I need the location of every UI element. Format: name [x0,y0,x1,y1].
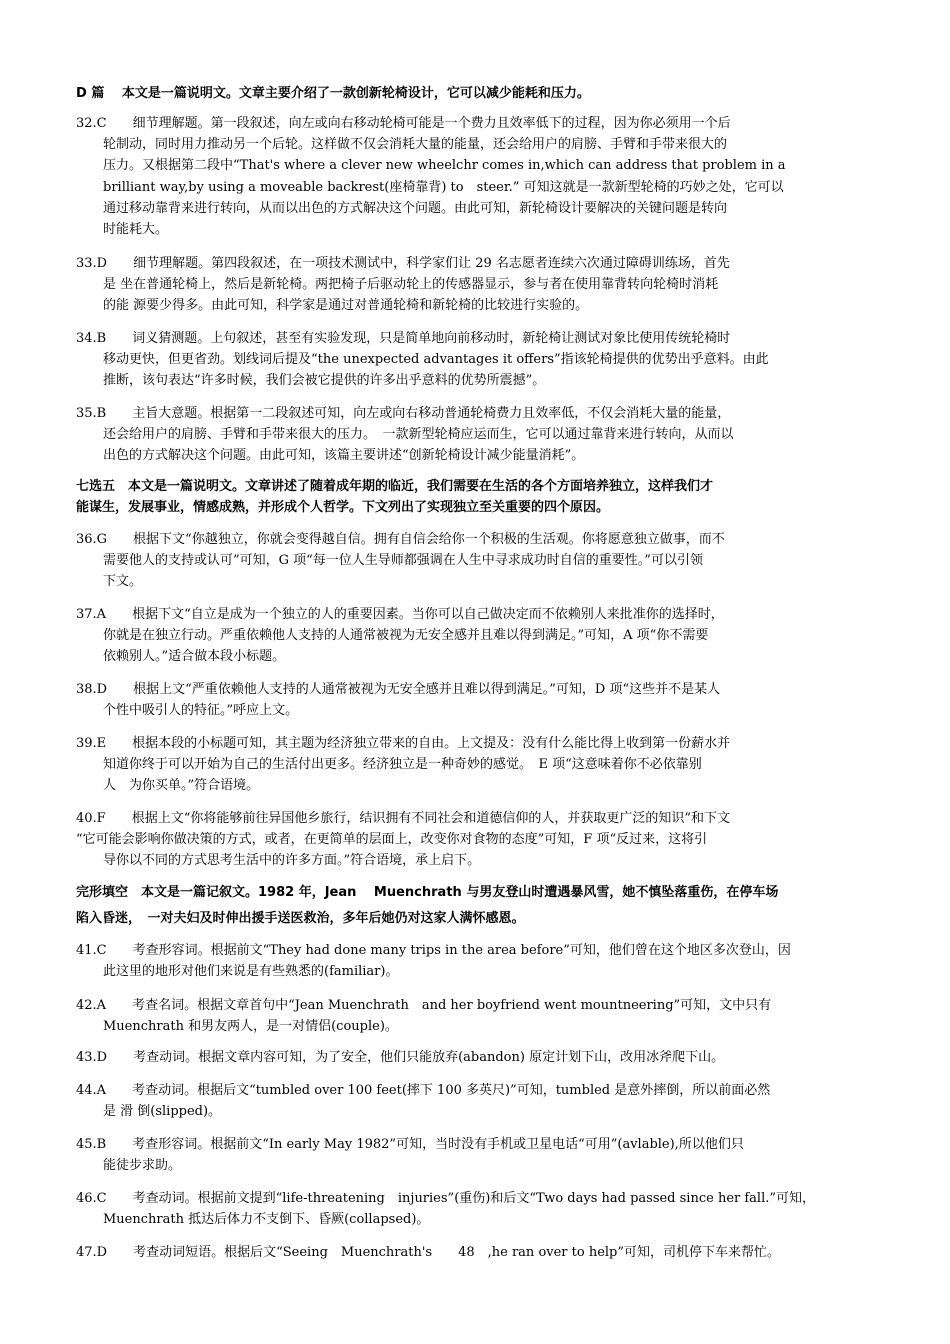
answer-line: 通过移动靠背来进行转向，从而以出色的方式解决这个问题。由此可知，新轮椅设计要解决的关键问题是转向 [103,201,728,216]
answer-line: 需要他人的支持或认可”可知，G 项“每一位人生导师都强调在人生中寻求成功时自信的重要性。”可以引领 [103,553,703,568]
answer-line: 34.B 词义猜测题。上句叙述，甚至有实验发现，只是简单地向前移动时，新轮椅让测试对象比使用传统轮椅时 [76,331,731,346]
answer-line: 能徒步求助。 [103,1158,182,1173]
answer-line: 轮制动，同时用力推动另一个后轮。这样做不仅会消耗大量的能量，还会给用户的肩膀、手臂和手带来很大的 [103,137,728,152]
answer-line: 还会给用户的肩膀、手臂和手带来很大的压力。 一款新型轮椅应运而生，它可以通过靠背来进行转向，从而以 [103,427,734,442]
section-header-line: 完形填空 本文是一篇记叙文。1982 年，Jean Muenchrath 与男友登山时遭遇暴风雪，她不慎坠落重伤，在停车场 [76,885,779,900]
answer-line: “它可能会影响你做决策的方式，或者，在更简单的层面上，改变你对食物的态度”可知，F 项“反过来，这将引 [76,832,708,847]
answer-line: 46.C 考查动词。根据前文提到“life-threatening injuries”(重伤)和后文“Two days had passed since her fall.”可知， [76,1191,816,1206]
answer-line: 下文。 [103,574,143,589]
answer-line: 41.C 考查形容词。根据前文“They had done many trips in the area before”可知，他们曾在这个地区多次登山，因 [76,943,791,958]
answer-line: 42.A 考查名词。根据文章首句中“Jean Muenchrath and her boyfriend went mountneering”可知，文中只有 [76,998,772,1013]
answer-line: brilliant way,by using a moveable backrest(座椅靠背) to steer.” 可知这就是一款新型轮椅的巧妙之处，它可以 [103,180,784,195]
answer-line: 47.D 考查动词短语。根据后文“Seeing Muenchrath's 48 ,he ran over to help”可知，司机停下车来帮忙。 [76,1245,781,1260]
answer-line: 38.D 根据上文“严重依赖他人支持的人通常被视为无安全感并且难以得到满足。”可知，D 项“这些并不是某人 [76,682,721,697]
answer-line: 个性中吸引人的特征。”呼应上文。 [103,703,299,718]
answer-line: 时能耗大。 [103,222,169,237]
answer-line: 依赖别人。”适合做本段小标题。 [103,649,286,664]
answer-line: 37.A 根据下文“自立是成为一个独立的人的重要因素。当你可以自己做决定而不依赖别人来批准你的选择时， [76,607,724,622]
answer-line: 导你以不同的方式思考生活中的许多方面。”符合语境，承上启下。 [103,853,481,868]
answer-line: 出色的方式解决这个问题。由此可知，该篇主要讲述“创新轮椅设计减少能量消耗”。 [103,448,585,463]
answer-line: 40.F 根据上文“你将能够前往异国他乡旅行，结识拥有不同社会和道德信仰的人，并获取更广泛的知识”和下文 [76,811,730,826]
answer-line: 39.E 根据本段的小标题可知，其主题为经济独立带来的自由。上文提及：没有什么能比得上收到第一份薪水并 [76,736,731,751]
answer-line: 此这里的地形对他们来说是有些熟悉的(familiar)。 [103,964,399,979]
section-header-line: 陷入昏迷， 一对夫妇及时伸出援手送医救治，多年后她仍对这家人满怀感恩。 [76,911,525,926]
answer-line: 压力。又根据第二段中“That's where a clever new wheelchr comes in,which can address that problem in a [103,158,786,173]
answer-line: 32.C 细节理解题。第一段叙述，向左或向右移动轮椅可能是一个费力且效率低下的过程，因为你必须用一个后 [76,116,731,131]
answer-line: 移动更快，但更省劲。划线词后提及“the unexpected advantages it offers”指该轮椅提供的优势出乎意料。由此 [103,352,769,367]
answer-line: 你就是在独立行动。严重依赖他人支持的人通常被视为无安全感并且难以得到满足。”可知，A 项“你不需要 [103,628,709,643]
answer-line: 的能 源要少得多。由此可知，科学家是通过对普通轮椅和新轮椅的比较进行实验的。 [103,298,589,313]
section-header-line: 能谋生，发展事业，情感成熟，并形成个人哲学。下文列出了实现独立至关重要的四个原因。 [76,500,610,515]
answer-line: 44.A 考查动词。根据后文“tumbled over 100 feet(摔下 100 多英尺)”可知，tumbled 是意外摔倒，所以前面必然 [76,1083,771,1098]
answer-line: 33.D 细节理解题。第四段叙述，在一项技术测试中，科学家们让 29 名志愿者连续六次通过障碍训练场，首先 [76,256,730,271]
answer-line: 35.B 主旨大意题。根据第一二段叙述可知，向左或向右移动普通轮椅费力且效率低，不仅会消耗大量的能量， [76,406,731,421]
answer-line: Muenchrath 和男友两人，是一对情侣(couple)。 [103,1019,398,1034]
section-header-line: 七选五 本文是一篇说明文。文章讲述了随着成年期的临近，我们需要在生活的各个方面培养独立，这样我们才 [76,479,714,494]
section-header-line: D 篇 本文是一篇说明文。文章主要介绍了一款创新轮椅设计，它可以减少能耗和压力。 [76,86,590,101]
answer-line: 是 坐在普通轮椅上，然后是新轮椅。两把椅子后驱动轮上的传感器显示，参与者在使用靠背转向轮椅时消耗 [103,277,719,292]
answer-line: 45.B 考查形容词。根据前文“In early May 1982”可知，当时没有手机或卫星电话“可用”(avlable),所以他们只 [76,1137,744,1152]
answer-line: 43.D 考查动词。根据文章内容可知，为了安全，他们只能放弃(abandon) 原定计划下山，改用冰斧爬下山。 [76,1050,725,1065]
answer-line: 推断，该句表达“许多时候，我们会被它提供的许多出乎意料的优势所震撼”。 [103,373,546,388]
answer-line: Muenchrath 抵达后体力不支倒下、昏厥(collapsed)。 [103,1212,430,1227]
answer-line: 知道你终于可以开始为自己的生活付出更多。经济独立是一种奇妙的感觉。 E 项“这意味着你不必依靠别 [103,757,702,772]
answer-line: 36.G 根据下文“你越独立，你就会变得越自信。拥有自信会给你一个积极的生活观。你将愿意独立做事，而不 [76,532,725,547]
answer-line: 是 滑 倒(slipped)。 [103,1104,222,1119]
answer-line: 人 为你买单。”符合语境。 [103,778,260,793]
